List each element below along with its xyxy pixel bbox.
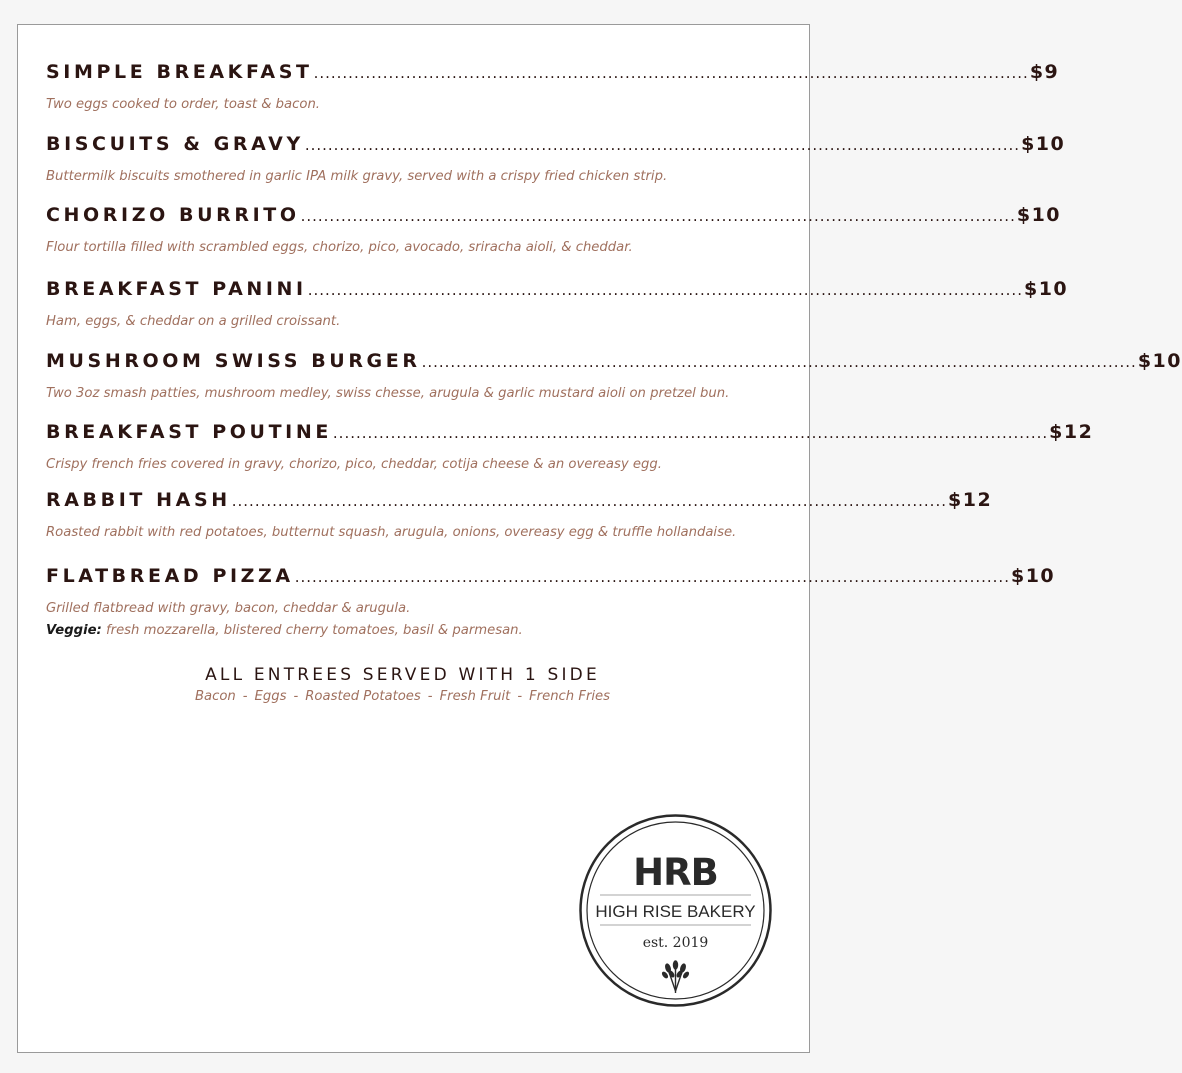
item-price: $10 [1016, 204, 1062, 226]
sides-list [0, 689, 811, 704]
item-description: Buttermilk biscuits smothered in garlic IPA milk gravy, served with a crispy fried chicken strip. [46, 169, 668, 184]
logo-established: est. 2019 [642, 935, 709, 951]
item-price: $10 [1023, 278, 1069, 300]
item-name: MUSHROOM SWISS BURGER [46, 350, 421, 372]
item-description: Crispy french fries covered in gravy, chorizo, pico, cheddar, cotija cheese & an overeasy egg. [46, 457, 662, 472]
menu-item-flatbread-pizza [46, 565, 1056, 638]
side-option: French Fries [529, 689, 611, 704]
item-name: FLATBREAD PIZZA [46, 565, 294, 587]
item-name: BREAKFAST PANINI [46, 278, 307, 300]
dot-leader: ............................................................................................................................ [231, 492, 947, 510]
item-price: $10 [1010, 565, 1056, 587]
side-option: Bacon [194, 689, 236, 704]
veggie-option [46, 623, 781, 638]
menu-item-breakfast-poutine [46, 421, 1094, 472]
menu-item-chorizo-burrito [46, 204, 1062, 255]
veggie-description: fresh mozzarella, blistered cherry tomatoes, basil & parmesan. [101, 623, 523, 638]
item-description: Flour tortilla filled with scrambled eggs, chorizo, pico, avocado, sriracha aioli, & cheddar. [46, 240, 633, 255]
side-separator: - [517, 689, 523, 704]
item-price: $12 [1049, 421, 1094, 443]
menu-item-biscuits-gravy [46, 133, 1066, 184]
side-separator: - [427, 689, 433, 704]
dot-leader: ............................................................................................................................ [307, 281, 1023, 299]
item-name: SIMPLE BREAKFAST [46, 61, 313, 83]
veggie-label: Veggie: [46, 623, 102, 638]
item-name: BREAKFAST POUTINE [46, 421, 332, 443]
menu-item-mushroom-swiss-burger [46, 350, 1182, 401]
item-description: Grilled flatbread with gravy, bacon, cheddar & arugula. [46, 601, 411, 616]
item-price: $10 [1021, 133, 1066, 155]
logo-monogram: HRB [633, 851, 718, 894]
sides-title: ALL ENTREES SERVED WITH 1 SIDE [205, 665, 600, 685]
item-price: $10 [1137, 350, 1182, 372]
bakery-logo [578, 813, 773, 1008]
logo-name: HIGH RISE BAKERY [595, 902, 756, 921]
side-option: Eggs [254, 689, 287, 704]
item-name: RABBIT HASH [46, 489, 231, 511]
sides-section [18, 665, 811, 704]
dot-leader: ............................................................................................................................ [313, 64, 1029, 82]
menu-page [17, 24, 1182, 1053]
dot-leader: ............................................................................................................................ [304, 136, 1021, 154]
dot-leader: ............................................................................................................................ [294, 568, 1010, 586]
side-option: Roasted Potatoes [305, 689, 421, 704]
item-description: Two eggs cooked to order, toast & bacon. [46, 97, 320, 112]
dot-leader: ............................................................................................................................ [300, 207, 1016, 225]
item-description: Roasted rabbit with red potatoes, butternut squash, arugula, onions, overeasy egg & truffle hollandaise. [46, 525, 737, 540]
side-option: Fresh Fruit [439, 689, 511, 704]
item-description: Ham, eggs, & cheddar on a grilled croissant. [46, 314, 341, 329]
menu-item-simple-breakfast [46, 61, 1060, 112]
item-price: $9 [1029, 61, 1060, 83]
item-description: Two 3oz smash patties, mushroom medley, swiss chesse, arugula & garlic mustard aioli on pretzel bun. [46, 386, 730, 401]
menu-item-breakfast-panini [46, 278, 1069, 329]
menu-item-rabbit-hash [46, 489, 993, 540]
item-price: $12 [948, 489, 993, 511]
item-name: CHORIZO BURRITO [46, 204, 300, 226]
dot-leader: ............................................................................................................................ [332, 424, 1049, 442]
item-name: BISCUITS & GRAVY [46, 133, 304, 155]
side-separator: - [242, 689, 248, 704]
side-separator: - [293, 689, 299, 704]
dot-leader: ............................................................................................................................ [421, 353, 1137, 371]
